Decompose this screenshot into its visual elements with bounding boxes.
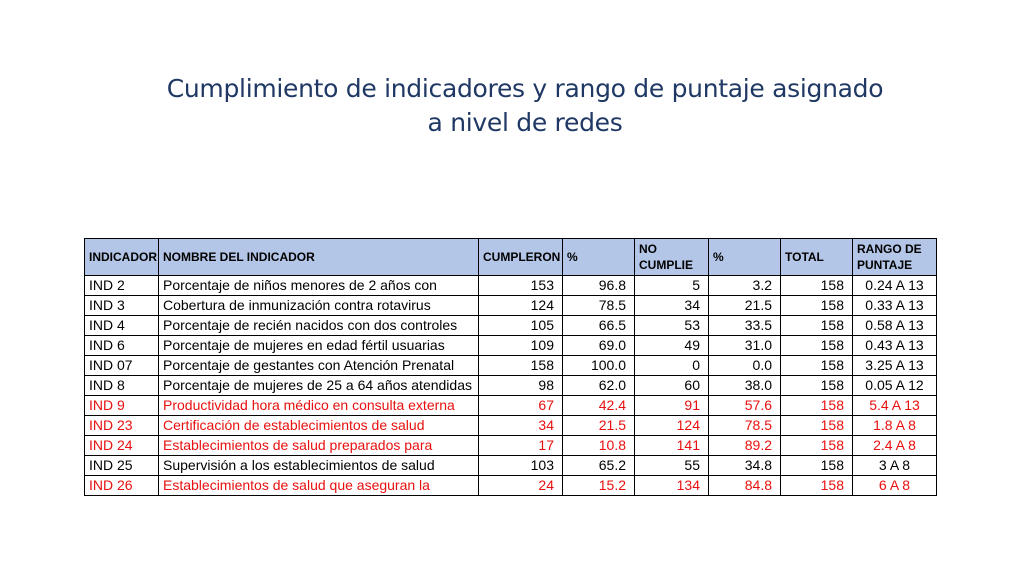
- cell-pct-cumple: 10.8: [563, 436, 635, 456]
- cell-indicador: IND 8: [85, 376, 159, 396]
- cell-no-cumplie: 49: [635, 336, 709, 356]
- header-cumpleron: CUMPLERON: [479, 239, 563, 276]
- cell-total: 158: [781, 336, 853, 356]
- cell-pct-no-cumple: 38.0: [709, 376, 781, 396]
- cell-rango: 0.05 A 12: [853, 376, 937, 396]
- cell-pct-cumple: 66.5: [563, 316, 635, 336]
- cell-cumpleron: 109: [479, 336, 563, 356]
- cell-rango: 0.43 A 13: [853, 336, 937, 356]
- cell-pct-cumple: 42.4: [563, 396, 635, 416]
- cell-total: 158: [781, 276, 853, 296]
- table-row: [85, 356, 937, 376]
- cell-cumpleron: 67: [479, 396, 563, 416]
- header-pct-cumple: %: [563, 239, 635, 276]
- cell-cumpleron: 158: [479, 356, 563, 376]
- cell-nombre: Porcentaje de mujeres en edad fértil usuarias: [159, 336, 479, 356]
- cell-pct-cumple: 96.8: [563, 276, 635, 296]
- cell-nombre: Supervisión a los establecimientos de salud: [159, 456, 479, 476]
- cell-total: 158: [781, 416, 853, 436]
- cell-cumpleron: 34: [479, 416, 563, 436]
- cell-pct-cumple: 21.5: [563, 416, 635, 436]
- cell-nombre: Porcentaje de gestantes con Atención Prenatal: [159, 356, 479, 376]
- table-row: [85, 336, 937, 356]
- cell-pct-no-cumple: 0.0: [709, 356, 781, 376]
- cell-no-cumplie: 134: [635, 476, 709, 496]
- cell-no-cumplie: 60: [635, 376, 709, 396]
- cell-pct-no-cumple: 31.0: [709, 336, 781, 356]
- header-pct-no-cumple: %: [709, 239, 781, 276]
- cell-pct-cumple: 100.0: [563, 356, 635, 376]
- cell-cumpleron: 103: [479, 456, 563, 476]
- cell-no-cumplie: 141: [635, 436, 709, 456]
- table-row: [85, 276, 937, 296]
- header-rango: RANGO DE PUNTAJE: [853, 239, 937, 276]
- cell-rango: 2.4 A 8: [853, 436, 937, 456]
- cell-nombre: Productividad hora médico en consulta externa: [159, 396, 479, 416]
- table-row: [85, 436, 937, 456]
- cell-pct-cumple: 78.5: [563, 296, 635, 316]
- cell-rango: 5.4 A 13: [853, 396, 937, 416]
- cell-cumpleron: 17: [479, 436, 563, 456]
- cell-rango: 6 A 8: [853, 476, 937, 496]
- cell-pct-cumple: 65.2: [563, 456, 635, 476]
- cell-nombre: Porcentaje de recién nacidos con dos controles: [159, 316, 479, 336]
- cell-indicador: IND 9: [85, 396, 159, 416]
- cell-pct-cumple: 62.0: [563, 376, 635, 396]
- cell-cumpleron: 24: [479, 476, 563, 496]
- cell-nombre: Cobertura de inmunización contra rotavirus: [159, 296, 479, 316]
- cell-pct-no-cumple: 33.5: [709, 316, 781, 336]
- cell-pct-no-cumple: 34.8: [709, 456, 781, 476]
- cell-total: 158: [781, 456, 853, 476]
- cell-cumpleron: 124: [479, 296, 563, 316]
- cell-rango: 0.24 A 13: [853, 276, 937, 296]
- cell-total: 158: [781, 296, 853, 316]
- cell-pct-no-cumple: 3.2: [709, 276, 781, 296]
- table-header-row: [85, 239, 937, 276]
- cell-pct-no-cumple: 89.2: [709, 436, 781, 456]
- cell-no-cumplie: 91: [635, 396, 709, 416]
- header-indicador: INDICADOR: [85, 239, 159, 276]
- table-header: [85, 239, 937, 276]
- cell-cumpleron: 105: [479, 316, 563, 336]
- cell-nombre: Establecimientos de salud que aseguran la: [159, 476, 479, 496]
- cell-rango: 0.33 A 13: [853, 296, 937, 316]
- cell-no-cumplie: 34: [635, 296, 709, 316]
- cell-pct-no-cumple: 21.5: [709, 296, 781, 316]
- cell-rango: 0.58 A 13: [853, 316, 937, 336]
- cell-pct-cumple: 15.2: [563, 476, 635, 496]
- cell-indicador: IND 4: [85, 316, 159, 336]
- cell-indicador: IND 25: [85, 456, 159, 476]
- cell-indicador: IND 26: [85, 476, 159, 496]
- table-row: [85, 296, 937, 316]
- cell-indicador: IND 6: [85, 336, 159, 356]
- table-row: [85, 416, 937, 436]
- cell-nombre: Establecimientos de salud preparados para: [159, 436, 479, 456]
- cell-indicador: IND 2: [85, 276, 159, 296]
- cell-indicador: IND 3: [85, 296, 159, 316]
- cell-total: 158: [781, 356, 853, 376]
- cell-total: 158: [781, 396, 853, 416]
- cell-no-cumplie: 55: [635, 456, 709, 476]
- cell-cumpleron: 153: [479, 276, 563, 296]
- header-total: TOTAL: [781, 239, 853, 276]
- cell-no-cumplie: 124: [635, 416, 709, 436]
- header-nombre: NOMBRE DEL INDICADOR: [159, 239, 479, 276]
- table-row: [85, 396, 937, 416]
- cell-total: 158: [781, 376, 853, 396]
- indicators-table: [84, 238, 937, 496]
- cell-pct-cumple: 69.0: [563, 336, 635, 356]
- cell-total: 158: [781, 476, 853, 496]
- table-row: [85, 476, 937, 496]
- cell-no-cumplie: 5: [635, 276, 709, 296]
- cell-cumpleron: 98: [479, 376, 563, 396]
- cell-nombre: Porcentaje de mujeres de 25 a 64 años atendidas: [159, 376, 479, 396]
- cell-indicador: IND 23: [85, 416, 159, 436]
- cell-total: 158: [781, 316, 853, 336]
- table-row: [85, 456, 937, 476]
- slide-title-line-2: a nivel de redes: [427, 108, 623, 137]
- header-no-cumplie: NO CUMPLIE: [635, 239, 709, 276]
- cell-nombre: Certificación de establecimientos de salud: [159, 416, 479, 436]
- slide-title: [110, 72, 940, 140]
- slide-title-line-1: Cumplimiento de indicadores y rango de puntaje asignado: [166, 74, 884, 103]
- cell-pct-no-cumple: 84.8: [709, 476, 781, 496]
- table-row: [85, 316, 937, 336]
- table-body: [85, 276, 937, 496]
- cell-no-cumplie: 0: [635, 356, 709, 376]
- cell-pct-no-cumple: 78.5: [709, 416, 781, 436]
- cell-total: 158: [781, 436, 853, 456]
- cell-indicador: IND 07: [85, 356, 159, 376]
- table-row: [85, 376, 937, 396]
- cell-rango: 1.8 A 8: [853, 416, 937, 436]
- cell-rango: 3 A 8: [853, 456, 937, 476]
- cell-indicador: IND 24: [85, 436, 159, 456]
- cell-rango: 3.25 A 13: [853, 356, 937, 376]
- cell-pct-no-cumple: 57.6: [709, 396, 781, 416]
- cell-nombre: Porcentaje de niños menores de 2 años con: [159, 276, 479, 296]
- cell-no-cumplie: 53: [635, 316, 709, 336]
